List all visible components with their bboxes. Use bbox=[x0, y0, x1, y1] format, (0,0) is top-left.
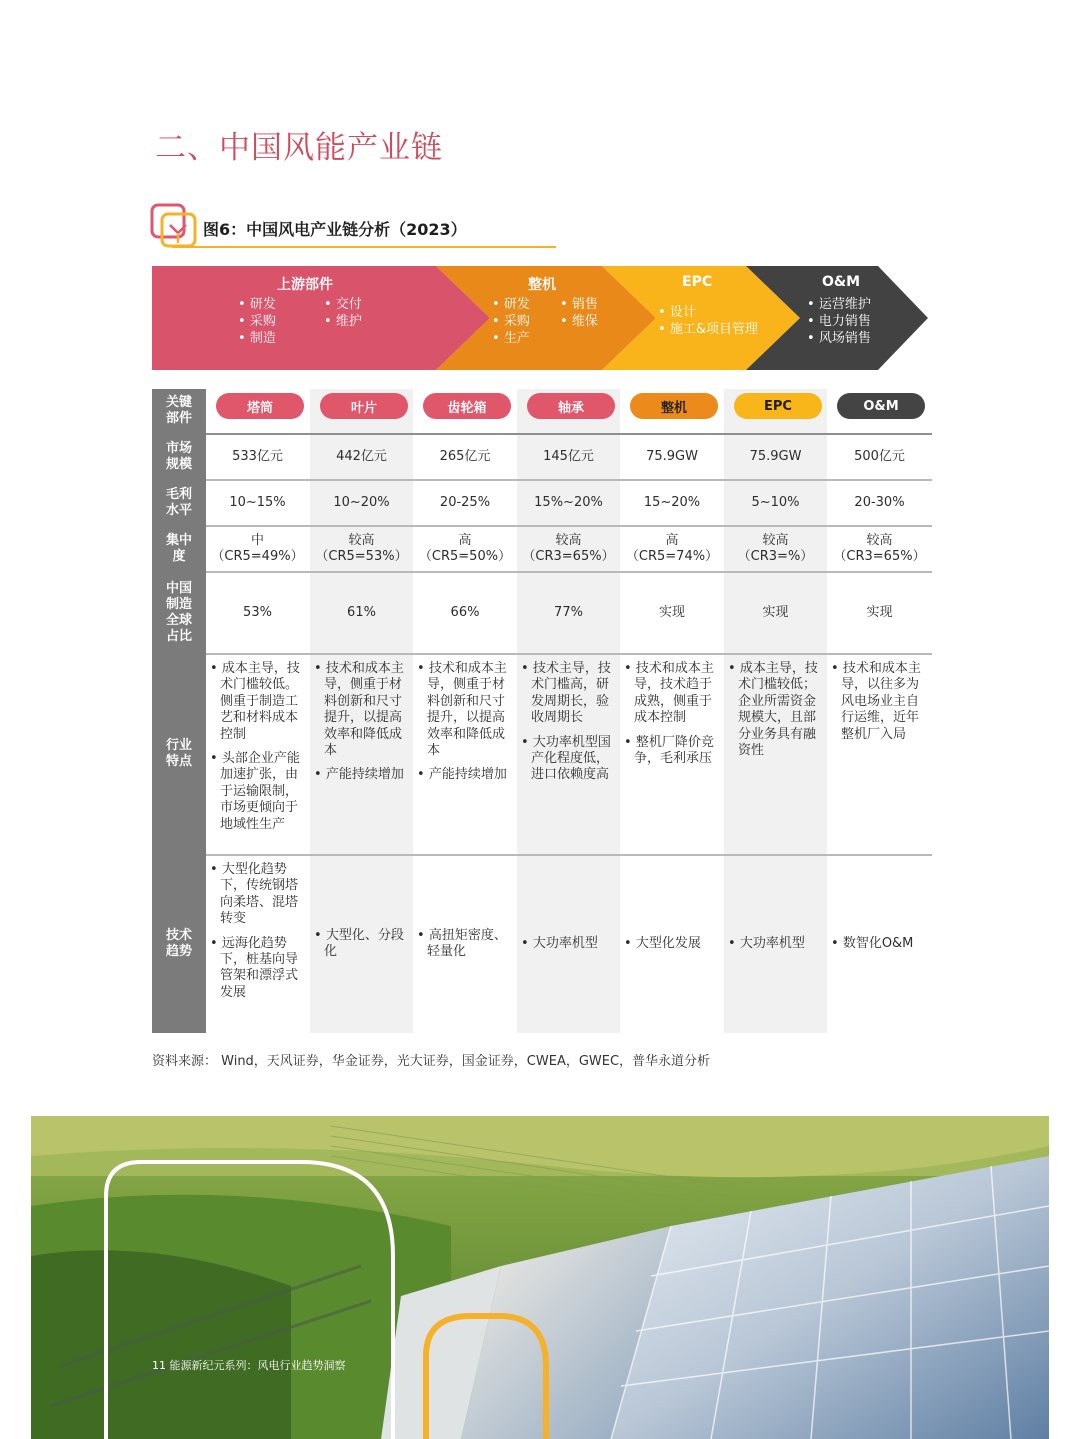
chain-item: • 交付 bbox=[324, 296, 362, 313]
chain-title: 上游部件 bbox=[277, 277, 333, 293]
chain-list bbox=[807, 296, 871, 347]
solar-field-photo bbox=[31, 1116, 1049, 1439]
bullet-text: • 成本主导，技术门槛较低。侧重于制造工艺和材料成本控制 bbox=[210, 661, 306, 743]
concentration-cell bbox=[517, 527, 620, 571]
tech-trend-cell bbox=[521, 936, 616, 960]
bullet-text: • 整机厂降价竞争，毛利承压 bbox=[624, 735, 718, 768]
concentration-cell bbox=[413, 527, 517, 571]
part-pill: 整机 bbox=[630, 393, 718, 419]
concentration-ratio: （CR5=49%） bbox=[211, 549, 304, 564]
row-label-text: 行业特点 bbox=[165, 738, 192, 769]
bullet-text: • 头部企业产能加速扩张，由于运输限制，市场更倾向于地域性生产 bbox=[210, 751, 306, 833]
concentration-level: 高 bbox=[665, 533, 679, 548]
concentration-level: 较高 bbox=[866, 533, 893, 548]
concentration-ratio: （CR5=50%） bbox=[418, 549, 512, 564]
gross-margin-cell: 15~20% bbox=[643, 495, 701, 510]
bullet-text: • 大型化、分段化 bbox=[314, 928, 409, 961]
tech-trend-cell bbox=[831, 936, 926, 960]
chain-item: • 制造 bbox=[238, 330, 276, 347]
part-pill: EPC bbox=[734, 393, 822, 419]
industry-cell bbox=[417, 661, 512, 792]
china-share-cell: 53% bbox=[243, 605, 272, 620]
source-note: 资料来源： Wind，天风证券，华金证券，光大证券，国金证券，CWEA，GWEC，普华永道分析 bbox=[152, 1054, 711, 1069]
section-title: 二、中国风能产业链 bbox=[155, 130, 443, 166]
concentration-level: 较高 bbox=[762, 533, 789, 548]
concentration-ratio: （CR5=53%） bbox=[315, 549, 408, 564]
row-label-market-size bbox=[152, 434, 206, 479]
gross-margin-cell: 5~10% bbox=[751, 495, 800, 510]
industry-cell bbox=[624, 661, 718, 775]
chain-item: • 维保 bbox=[560, 313, 598, 330]
row-label-industry bbox=[152, 654, 206, 854]
chain-item: • 研发 bbox=[238, 296, 276, 313]
market-size-cell: 500亿元 bbox=[854, 449, 905, 464]
row-label-concentration bbox=[152, 526, 206, 571]
bullet-text: • 大型化发展 bbox=[624, 936, 718, 952]
row-label-text: 中国制造全球占比 bbox=[165, 580, 192, 644]
china-share-cell: 实现 bbox=[866, 605, 893, 620]
china-share-cell: 实现 bbox=[658, 605, 685, 620]
bullet-text: • 产能持续增加 bbox=[314, 767, 409, 783]
tech-trend-cell bbox=[417, 928, 512, 969]
gross-margin-cell: 20-30% bbox=[854, 495, 905, 510]
market-size-cell: 442亿元 bbox=[336, 449, 387, 464]
row-label-text: 集中度 bbox=[165, 532, 192, 564]
part-pill: 叶片 bbox=[320, 393, 408, 419]
gross-margin-cell: 15%~20% bbox=[534, 495, 603, 510]
row-divider bbox=[206, 653, 932, 655]
chain-item: • 采购 bbox=[492, 313, 530, 330]
industry-cell bbox=[831, 661, 926, 751]
part-pill: O&M bbox=[837, 393, 925, 419]
bullet-text: • 产能持续增加 bbox=[417, 767, 512, 783]
concentration-ratio: （CR3=65%） bbox=[522, 549, 615, 564]
chain-segment-upstream bbox=[152, 266, 452, 370]
bullet-text: • 技术和成本主导，技术趋于成熟，侧重于成本控制 bbox=[624, 661, 718, 727]
concentration-ratio: （CR3=65%） bbox=[833, 549, 926, 564]
row-label-china-share bbox=[152, 572, 206, 653]
row-label-gross-margin bbox=[152, 480, 206, 525]
bullet-text: • 数智化O&M bbox=[831, 936, 926, 952]
bullet-text: • 技术和成本主导，侧重于材料创新和尺寸提升，以提高效率和降低成本 bbox=[314, 661, 409, 759]
part-pill: 齿轮箱 bbox=[423, 393, 511, 419]
figure-underline bbox=[172, 246, 556, 248]
tech-trend-cell bbox=[314, 928, 409, 969]
concentration-cell bbox=[310, 527, 413, 571]
figure-title: 图6：中国风电产业链分析（2023） bbox=[203, 220, 467, 239]
concentration-ratio: （CR5=74%） bbox=[625, 549, 719, 564]
chain-item: • 风场销售 bbox=[807, 330, 871, 347]
chain-list bbox=[560, 296, 598, 330]
tech-trend-cell bbox=[728, 936, 822, 960]
row-divider bbox=[206, 854, 932, 856]
industry-cell bbox=[521, 661, 616, 792]
bullet-text: • 大功率机型 bbox=[521, 936, 616, 952]
value-chain bbox=[152, 266, 932, 370]
bullet-text: • 技术和成本主导，以往多为风电场业主自行运维，近年整机厂入局 bbox=[831, 661, 926, 743]
concentration-cell bbox=[724, 527, 827, 571]
bullet-text: • 高扭矩密度、轻量化 bbox=[417, 928, 512, 961]
analysis-table bbox=[152, 389, 932, 1033]
chain-item: • 维护 bbox=[324, 313, 362, 330]
concentration-ratio: （CR3=%） bbox=[737, 549, 814, 564]
market-size-cell: 75.9GW bbox=[646, 449, 698, 464]
part-pill: 轴承 bbox=[527, 393, 615, 419]
chain-item: • 设计 bbox=[658, 304, 758, 321]
row-label-text: 关键部件 bbox=[165, 395, 192, 426]
concentration-level: 较高 bbox=[348, 533, 375, 548]
gross-margin-cell: 20-25% bbox=[439, 495, 491, 510]
chain-title: 整机 bbox=[528, 277, 556, 293]
bullet-text: • 大功率机型国产化程度低，进口依赖度高 bbox=[521, 735, 616, 784]
chain-segment-turbine bbox=[482, 266, 622, 370]
chain-item: • 采购 bbox=[238, 313, 276, 330]
industry-cell bbox=[728, 661, 822, 767]
chain-list bbox=[492, 296, 530, 347]
tech-trend-cell bbox=[624, 936, 718, 960]
concentration-cell bbox=[827, 527, 932, 571]
bullet-text: • 技术主导，技术门槛高，研发周期长，验收周期长 bbox=[521, 661, 616, 727]
row-label-text: 技术趋势 bbox=[165, 928, 192, 959]
row-label-key-parts bbox=[152, 389, 206, 433]
chain-item: • 销售 bbox=[560, 296, 598, 313]
gross-margin-cell: 10~15% bbox=[229, 495, 286, 510]
china-share-cell: 66% bbox=[450, 605, 480, 620]
gross-margin-cell: 10~20% bbox=[333, 495, 390, 510]
chain-title: O&M bbox=[822, 274, 861, 290]
bullet-text: • 大功率机型 bbox=[728, 936, 822, 952]
market-size-cell: 265亿元 bbox=[439, 449, 491, 464]
concentration-cell bbox=[206, 527, 309, 571]
bullet-text: • 远海化趋势下，桩基向导管架和漂浮式发展 bbox=[210, 936, 306, 1002]
chain-segment-epc bbox=[652, 266, 772, 370]
concentration-level: 中 bbox=[250, 533, 264, 548]
market-size-cell: 75.9GW bbox=[749, 449, 802, 464]
tech-trend-cell bbox=[210, 862, 306, 1009]
bullet-text: • 成本主导，技术门槛较低；企业所需资金规模大，且部分业务具有融资性 bbox=[728, 661, 822, 759]
figure-chart-icon bbox=[150, 203, 198, 249]
chain-item: • 研发 bbox=[492, 296, 530, 313]
china-share-cell: 61% bbox=[347, 605, 376, 620]
chain-list bbox=[324, 296, 362, 330]
row-label-text: 毛利水平 bbox=[165, 486, 192, 518]
row-label-tech-trend bbox=[152, 855, 206, 1033]
chain-segment-om bbox=[802, 266, 922, 370]
industry-cell bbox=[210, 661, 306, 841]
part-pill: 塔筒 bbox=[216, 393, 304, 419]
concentration-level: 高 bbox=[458, 533, 472, 548]
chain-list bbox=[658, 304, 758, 338]
concentration-level: 较高 bbox=[555, 533, 582, 548]
chain-item: • 施工&项目管理 bbox=[658, 321, 758, 338]
market-size-cell: 145亿元 bbox=[543, 449, 594, 464]
chain-title: EPC bbox=[682, 274, 713, 290]
row-label-text: 市场规模 bbox=[165, 440, 192, 472]
page-footer: 11 能源新纪元系列：风电行业趋势洞察 bbox=[152, 1359, 346, 1372]
chain-list bbox=[238, 296, 276, 347]
chain-item: • 电力销售 bbox=[807, 313, 871, 330]
figure-heading bbox=[150, 203, 467, 251]
solar-field-illustration bbox=[31, 1116, 1049, 1439]
market-size-cell: 533亿元 bbox=[232, 449, 283, 464]
bullet-text: • 大型化趋势下，传统钢塔向柔塔、混塔转变 bbox=[210, 862, 306, 928]
bullet-text: • 技术和成本主导，侧重于材料创新和尺寸提升，以提高效率和降低成本 bbox=[417, 661, 512, 759]
industry-cell bbox=[314, 661, 409, 792]
chain-item: • 生产 bbox=[492, 330, 530, 347]
china-share-cell: 实现 bbox=[762, 605, 789, 620]
chain-item: • 运营维护 bbox=[807, 296, 871, 313]
china-share-cell: 77% bbox=[554, 605, 583, 620]
concentration-cell bbox=[620, 527, 724, 571]
